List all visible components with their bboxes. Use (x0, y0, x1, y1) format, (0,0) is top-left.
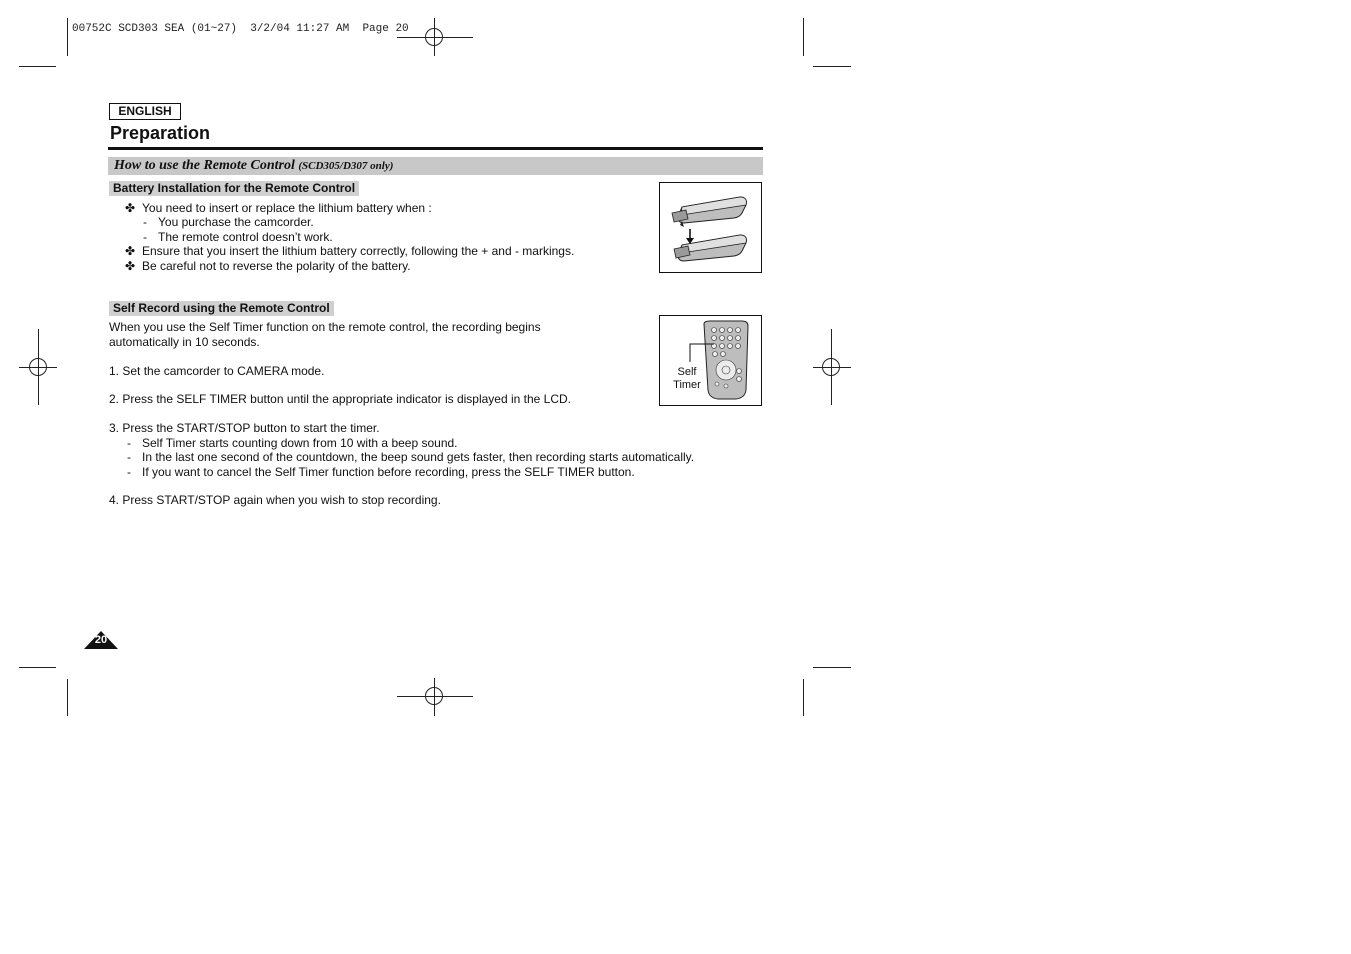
language-badge: ENGLISH (109, 103, 181, 120)
intro-text: When you use the Self Timer function on the remote control, the recording begins (109, 320, 541, 334)
section-qualifier: (SCD305/D307 only) (298, 160, 394, 172)
battery-item: Be careful not to reverse the polarity of the battery. (142, 259, 411, 273)
battery-heading: Battery Installation for the Remote Control (109, 181, 359, 196)
remote-battery-illustration (660, 183, 761, 272)
remote-figure (659, 315, 762, 406)
section-title (114, 157, 393, 175)
step-note: Self Timer starts counting down from 10 with a beep sound. (142, 436, 458, 450)
dash-icon: - (127, 436, 131, 450)
section-title-text: How to use the Remote Control (114, 158, 295, 173)
page-number: 20 (94, 634, 108, 646)
self-timer-label-line1: Self (677, 366, 697, 378)
bullet-icon: ✤ (125, 201, 136, 215)
battery-item: Ensure that you insert the lithium battery correctly, following the + and - markings. (142, 244, 575, 258)
battery-item: You need to insert or replace the lithium battery when : (142, 201, 432, 215)
step-note: In the last one second of the countdown, the beep sound gets faster, then recording starts automatically. (142, 450, 695, 464)
dash-icon: - (143, 215, 147, 229)
title-rule (108, 147, 763, 150)
self-timer-label-line2: Timer (673, 379, 701, 391)
self-record-heading: Self Record using the Remote Control (109, 301, 334, 316)
bullet-icon: ✤ (125, 244, 136, 258)
intro-text: automatically in 10 seconds. (109, 335, 260, 349)
dash-icon: - (143, 230, 147, 244)
step-item: 4. Press START/STOP again when you wish to stop recording. (109, 493, 441, 507)
self-timer-label (672, 366, 702, 392)
step-item: 3. Press the START/STOP button to start the timer. (109, 421, 380, 435)
step-item: 2. Press the SELF TIMER button until the appropriate indicator is displayed in the LCD. (109, 392, 572, 406)
step-item: 1. Set the camcorder to CAMERA mode. (109, 364, 325, 378)
print-slug: 00752C SCD303 SEA (01~27) 3/2/04 11:27 AM Page 20 (72, 23, 409, 35)
battery-subitem: You purchase the camcorder. (158, 215, 314, 229)
bullet-icon: ✤ (125, 259, 136, 273)
dash-icon: - (127, 465, 131, 479)
step-note: If you want to cancel the Self Timer function before recording, press the SELF TIMER button. (142, 465, 635, 479)
battery-figure (659, 182, 762, 273)
page-title: Preparation (110, 123, 211, 143)
dash-icon: - (127, 450, 131, 464)
battery-subitem: The remote control doesn’t work. (158, 230, 333, 244)
